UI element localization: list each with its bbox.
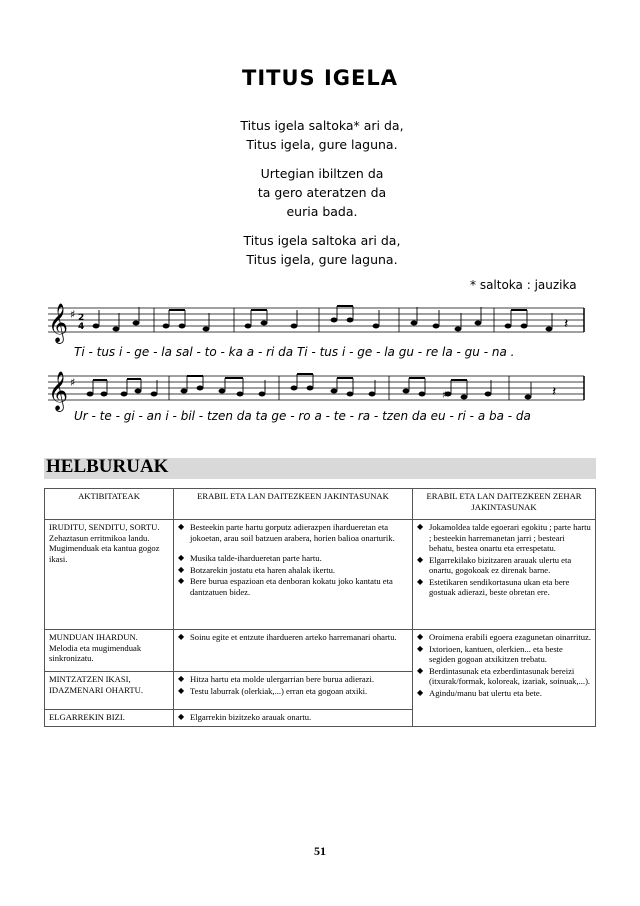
table-row: [45, 520, 596, 630]
diamond-bullet-icon: ◆: [417, 687, 424, 697]
diamond-bullet-icon: ◆: [178, 674, 185, 683]
lyric-line: euria bada.: [286, 204, 358, 219]
activity-cell: [45, 672, 174, 710]
diamond-bullet-icon: ◆: [417, 643, 424, 653]
svg-text:𝄞: 𝄞: [48, 303, 69, 343]
svg-text:𝄞: 𝄞: [48, 371, 69, 411]
transversal-cell: [413, 520, 596, 630]
column-header: AKTIBITATEAK: [45, 489, 174, 520]
lyric-line: Titus igela saltoka ari da,: [243, 233, 401, 248]
knowledge-cell: [174, 710, 413, 727]
staff-notation-graphic: [44, 298, 594, 366]
activity-desc: Zehaztasun erritmikoa landu. Mugimenduak eta kantua gogoz ikasi.: [49, 532, 160, 564]
lyric-line: Titus igela, gure laguna.: [246, 252, 398, 267]
diamond-bullet-icon: ◆: [178, 553, 185, 562]
svg-text:♯: ♯: [442, 390, 447, 401]
music-staff-1: [44, 298, 594, 366]
knowledge-cell: [174, 520, 413, 630]
svg-text:♯: ♯: [70, 308, 76, 321]
stanza-3: [222, 231, 422, 269]
knowledge-cell: [174, 630, 413, 672]
list-item: ◆ Testu laburrak (olerkiak,...) erran eta gogoan atxiki.: [178, 685, 368, 696]
song-lyrics: [222, 116, 422, 279]
stanza-1: [222, 116, 422, 154]
transversal-cell: [413, 630, 596, 727]
svg-text:𝄽: 𝄽: [564, 316, 569, 332]
column-header: ERABIL ETA LAN DAITEZKEEN JAKINTASUNAK: [174, 489, 413, 520]
list-item: ◆ Ixtorioen, kantuen, olerkien... eta beste segiden gogoan atxikitzen trebatu.: [417, 643, 563, 664]
song-title: TITUS IGELA: [242, 66, 398, 90]
lyric-line: Titus igela, gure laguna.: [246, 137, 398, 152]
staff-1-lyrics: Ti - tus i - ge - la sal - to - ka a - ri da Ti - tus i - ge - la gu - re la - gu - na .: [74, 345, 515, 359]
lyric-line: Titus igela saltoka* ari da,: [240, 118, 404, 133]
diamond-bullet-icon: ◆: [417, 554, 424, 564]
music-staff-2: [44, 370, 594, 430]
lyric-line: ta gero ateratzen da: [257, 185, 387, 200]
diamond-bullet-icon: ◆: [417, 632, 424, 641]
list-item: ◆ Musika talde-ihardueretan parte hartu.: [178, 553, 322, 563]
list-item: ◆ Elgarrekin bizitzeko arauak onartu.: [178, 712, 312, 722]
objectives-table: [44, 488, 596, 727]
list-item: ◆ Agindu/manu bat ulertu eta bete.: [417, 687, 542, 698]
list-item: ◆ Hitza hartu eta molde ulergarrian bere burua adierazi.: [178, 674, 375, 684]
knowledge-cell: [174, 672, 413, 710]
activity-title: ELGARREKIN BIZI.: [49, 712, 125, 722]
list-item: ◆ Bere burua espazioan eta denboran kokatu joko kantatu eta dantzatuen bidez.: [178, 576, 393, 597]
diamond-bullet-icon: ◆: [417, 665, 424, 675]
section-heading: HELBURUAK: [46, 456, 169, 477]
diamond-bullet-icon: ◆: [417, 576, 424, 586]
table-header-row: [45, 489, 596, 520]
svg-text:♯: ♯: [70, 376, 76, 389]
table-row: [45, 630, 596, 672]
svg-text:4: 4: [78, 322, 85, 332]
list-item: ◆ Botzarekin jostatu eta haren ahalak ikertu.: [178, 564, 336, 575]
list-item: ◆ Soinu egite et entzute ihardueren arteko harremanari ohartu.: [178, 632, 397, 642]
footnote: * saltoka : jauzika: [470, 278, 577, 292]
stanza-2: [222, 164, 422, 221]
diamond-bullet-icon: ◆: [178, 522, 185, 531]
diamond-bullet-icon: ◆: [178, 632, 185, 641]
list-item: ◆ Oroimena erabili egoera ezagunetan oinarrituz.: [417, 632, 592, 642]
activity-cell: [45, 710, 174, 727]
activity-cell: [45, 630, 174, 672]
activity-title: MINTZATZEN IKASI, IDAZMENARI OHARTU.: [49, 674, 144, 695]
diamond-bullet-icon: ◆: [178, 685, 185, 695]
svg-text:2: 2: [78, 313, 85, 323]
list-item: ◆ Besteekin parte hartu gorputz adierazpen ihardueretan eta jokoetan, arau soil batzuen arabera, horien balioa onarturik.: [178, 522, 395, 543]
diamond-bullet-icon: ◆: [178, 712, 185, 721]
list-item: ◆ Elgarrekilako bizitzaren arauak ulertu eta onartu, gogokoak ez direnak barne.: [417, 554, 572, 575]
lyric-line: Urtegian ibiltzen da: [260, 166, 384, 181]
activity-title: MUNDUAN IHARDUN.: [49, 632, 138, 642]
diamond-bullet-icon: ◆: [178, 576, 185, 585]
list-item: ◆ Estetikaren sendikortasuna ukan eta bere gostuak adierazi, beste obretan ere.: [417, 576, 570, 597]
staff-notation-graphic: [44, 370, 594, 430]
list-item: ◆ Berdintasunak eta ezberdintasunak bereizi (itxurak/formak, koloreak, izariak, soinuak,...).: [417, 665, 591, 686]
svg-text:𝄽: 𝄽: [552, 384, 557, 400]
diamond-bullet-icon: ◆: [417, 522, 424, 531]
activity-desc: Melodia eta mugimenduak sinkronizatu.: [49, 642, 142, 663]
diamond-bullet-icon: ◆: [178, 564, 185, 574]
column-header: ERABIL ETA LAN DAITEZKEEN ZEHAR JAKINTASUNAK: [413, 489, 596, 520]
activity-cell: [45, 520, 174, 630]
page-number: 51: [314, 844, 326, 858]
staff-2-lyrics: Ur - te - gi - an i - bil - tzen da ta ge - ro a - te - ra - tzen da eu - ri - a ba - da: [74, 409, 531, 423]
activity-title: IRUDITU, SENDITU, SORTU.: [49, 522, 160, 532]
list-item: ◆ Jokamoldea talde egoerari egokitu ; parte hartu ; besteekin harremanetan jarri ; besteari behatu, bestea onartu eta errespetatu.: [417, 522, 591, 553]
